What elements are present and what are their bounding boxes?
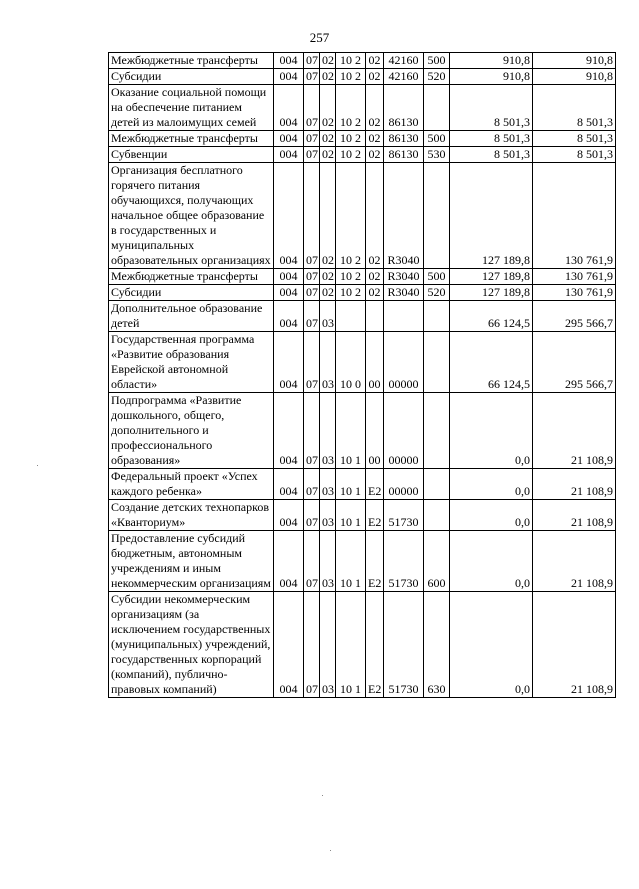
cell-ved: 004 <box>274 531 304 592</box>
cell-code: 51730 <box>384 592 424 698</box>
table-row <box>109 332 616 393</box>
cell-expense-type: 520 <box>424 69 450 85</box>
cell-sum-2: 21 108,9 <box>533 531 616 592</box>
cell-sum-1: 0,0 <box>450 469 533 500</box>
cell-program: 10 2 <box>336 147 366 163</box>
cell-pr: 03 <box>320 469 336 500</box>
cell-rz: 07 <box>304 592 320 698</box>
cell-sum-2: 8 501,3 <box>533 131 616 147</box>
cell-sum-2: 21 108,9 <box>533 393 616 469</box>
cell-sum-2: 130 761,9 <box>533 163 616 269</box>
cell-subprogram: 02 <box>366 85 384 131</box>
cell-sum-1: 0,0 <box>450 500 533 531</box>
cell-name: Организация бесплатного горячего питания обучающихся, получающих начальное общее образование в государственных и муниципальных образовательных организациях <box>109 163 274 269</box>
cell-code: 51730 <box>384 500 424 531</box>
cell-program: 10 1 <box>336 592 366 698</box>
cell-subprogram: E2 <box>366 469 384 500</box>
cell-program: 10 2 <box>336 285 366 301</box>
cell-name: Предоставление субсидий бюджетным, автономным учреждениям и иным некоммерческим организациям <box>109 531 274 592</box>
cell-pr: 02 <box>320 285 336 301</box>
cell-expense-type <box>424 85 450 131</box>
cell-code: 00000 <box>384 393 424 469</box>
table-row <box>109 500 616 531</box>
table-row <box>109 53 616 69</box>
cell-name: Дополнительное образование детей <box>109 301 274 332</box>
cell-name: Создание детских технопарков «Кванториум» <box>109 500 274 531</box>
cell-ved: 004 <box>274 147 304 163</box>
cell-name: Субсидии некоммерческим организациям (за исключением государственных (муниципальных) учреждений, государственных корпораций (компаний), публично-правовых компаний) <box>109 592 274 698</box>
cell-sum-1: 0,0 <box>450 531 533 592</box>
cell-expense-type <box>424 301 450 332</box>
cell-rz: 07 <box>304 332 320 393</box>
cell-subprogram: 00 <box>366 332 384 393</box>
cell-code: 86130 <box>384 147 424 163</box>
table-row <box>109 285 616 301</box>
table-row <box>109 131 616 147</box>
table-row <box>109 147 616 163</box>
table-row <box>109 163 616 269</box>
cell-code: R3040 <box>384 269 424 285</box>
scan-speck <box>330 850 331 851</box>
cell-program: 10 1 <box>336 500 366 531</box>
cell-name: Оказание социальной помощи на обеспечение питанием детей из малоимущих семей <box>109 85 274 131</box>
cell-program: 10 1 <box>336 531 366 592</box>
cell-sum-1: 910,8 <box>450 53 533 69</box>
cell-subprogram: 02 <box>366 147 384 163</box>
cell-ved: 004 <box>274 131 304 147</box>
cell-sum-1: 127 189,8 <box>450 163 533 269</box>
cell-sum-2: 295 566,7 <box>533 301 616 332</box>
cell-sum-2: 910,8 <box>533 69 616 85</box>
cell-sum-2: 21 108,9 <box>533 592 616 698</box>
cell-sum-2: 21 108,9 <box>533 500 616 531</box>
table-row <box>109 69 616 85</box>
cell-name: Субсидии <box>109 285 274 301</box>
scan-speck <box>322 795 323 796</box>
cell-subprogram <box>366 301 384 332</box>
cell-sum-1: 8 501,3 <box>450 131 533 147</box>
cell-expense-type: 520 <box>424 285 450 301</box>
cell-ved: 004 <box>274 163 304 269</box>
cell-program: 10 1 <box>336 469 366 500</box>
cell-program: 10 2 <box>336 69 366 85</box>
table-body <box>109 53 616 698</box>
page-number: 257 <box>309 30 330 45</box>
cell-pr: 03 <box>320 393 336 469</box>
cell-program: 10 1 <box>336 393 366 469</box>
cell-pr: 03 <box>320 500 336 531</box>
cell-ved: 004 <box>274 332 304 393</box>
cell-code <box>384 301 424 332</box>
table-row <box>109 85 616 131</box>
cell-name: Субсидии <box>109 69 274 85</box>
cell-program <box>336 301 366 332</box>
cell-ved: 004 <box>274 53 304 69</box>
cell-code: 42160 <box>384 69 424 85</box>
cell-pr: 02 <box>320 69 336 85</box>
cell-name: Подпрограмма «Развитие дошкольного, общего, дополнительного и профессионального образования» <box>109 393 274 469</box>
cell-code: 51730 <box>384 531 424 592</box>
cell-sum-1: 910,8 <box>450 69 533 85</box>
cell-pr: 02 <box>320 163 336 269</box>
cell-subprogram: 02 <box>366 69 384 85</box>
cell-code: 86130 <box>384 85 424 131</box>
cell-expense-type: 500 <box>424 131 450 147</box>
cell-expense-type: 530 <box>424 147 450 163</box>
cell-subprogram: 02 <box>366 285 384 301</box>
table-row <box>109 269 616 285</box>
cell-expense-type <box>424 163 450 269</box>
budget-table <box>108 52 616 698</box>
cell-ved: 004 <box>274 469 304 500</box>
table-row <box>109 469 616 500</box>
cell-subprogram: E2 <box>366 500 384 531</box>
cell-ved: 004 <box>274 301 304 332</box>
cell-pr: 03 <box>320 332 336 393</box>
cell-program: 10 2 <box>336 53 366 69</box>
cell-expense-type <box>424 393 450 469</box>
cell-pr: 03 <box>320 531 336 592</box>
cell-expense-type: 600 <box>424 531 450 592</box>
cell-pr: 03 <box>320 301 336 332</box>
cell-code: R3040 <box>384 163 424 269</box>
cell-program: 10 2 <box>336 269 366 285</box>
cell-sum-2: 295 566,7 <box>533 332 616 393</box>
cell-sum-2: 130 761,9 <box>533 269 616 285</box>
cell-rz: 07 <box>304 500 320 531</box>
cell-code: R3040 <box>384 285 424 301</box>
cell-pr: 02 <box>320 85 336 131</box>
cell-subprogram: E2 <box>366 592 384 698</box>
cell-program: 10 2 <box>336 131 366 147</box>
cell-expense-type <box>424 469 450 500</box>
cell-expense-type: 630 <box>424 592 450 698</box>
cell-ved: 004 <box>274 69 304 85</box>
cell-code: 86130 <box>384 131 424 147</box>
cell-name: Субвенции <box>109 147 274 163</box>
cell-rz: 07 <box>304 53 320 69</box>
cell-sum-1: 66 124,5 <box>450 301 533 332</box>
cell-name: Межбюджетные трансферты <box>109 53 274 69</box>
cell-name: Межбюджетные трансферты <box>109 269 274 285</box>
cell-rz: 07 <box>304 531 320 592</box>
cell-sum-1: 8 501,3 <box>450 85 533 131</box>
cell-subprogram: 02 <box>366 53 384 69</box>
cell-expense-type <box>424 332 450 393</box>
cell-expense-type: 500 <box>424 53 450 69</box>
cell-name: Федеральный проект «Успех каждого ребенка» <box>109 469 274 500</box>
cell-sum-2: 8 501,3 <box>533 85 616 131</box>
cell-rz: 07 <box>304 285 320 301</box>
cell-sum-2: 8 501,3 <box>533 147 616 163</box>
cell-rz: 07 <box>304 131 320 147</box>
cell-pr: 03 <box>320 592 336 698</box>
cell-subprogram: E2 <box>366 531 384 592</box>
cell-pr: 02 <box>320 131 336 147</box>
table-row <box>109 301 616 332</box>
cell-pr: 02 <box>320 269 336 285</box>
table-row <box>109 592 616 698</box>
cell-ved: 004 <box>274 285 304 301</box>
cell-program: 10 0 <box>336 332 366 393</box>
cell-program: 10 2 <box>336 163 366 269</box>
cell-sum-1: 66 124,5 <box>450 332 533 393</box>
cell-pr: 02 <box>320 147 336 163</box>
cell-expense-type: 500 <box>424 269 450 285</box>
table-row <box>109 531 616 592</box>
cell-rz: 07 <box>304 393 320 469</box>
cell-sum-2: 21 108,9 <box>533 469 616 500</box>
cell-sum-1: 0,0 <box>450 592 533 698</box>
cell-subprogram: 00 <box>366 393 384 469</box>
cell-sum-1: 127 189,8 <box>450 269 533 285</box>
cell-ved: 004 <box>274 85 304 131</box>
cell-name: Межбюджетные трансферты <box>109 131 274 147</box>
scan-speck <box>37 465 38 466</box>
cell-code: 42160 <box>384 53 424 69</box>
cell-program: 10 2 <box>336 85 366 131</box>
cell-pr: 02 <box>320 53 336 69</box>
cell-sum-1: 0,0 <box>450 393 533 469</box>
cell-ved: 004 <box>274 269 304 285</box>
cell-subprogram: 02 <box>366 131 384 147</box>
cell-rz: 07 <box>304 163 320 269</box>
cell-rz: 07 <box>304 269 320 285</box>
cell-rz: 07 <box>304 85 320 131</box>
cell-expense-type <box>424 500 450 531</box>
cell-rz: 07 <box>304 301 320 332</box>
cell-sum-2: 910,8 <box>533 53 616 69</box>
cell-subprogram: 02 <box>366 163 384 269</box>
cell-rz: 07 <box>304 469 320 500</box>
cell-rz: 07 <box>304 69 320 85</box>
cell-code: 00000 <box>384 332 424 393</box>
cell-sum-1: 127 189,8 <box>450 285 533 301</box>
cell-rz: 07 <box>304 147 320 163</box>
cell-name: Государственная программа «Развитие образования Еврейской автономной области» <box>109 332 274 393</box>
cell-subprogram: 02 <box>366 269 384 285</box>
cell-ved: 004 <box>274 393 304 469</box>
cell-ved: 004 <box>274 592 304 698</box>
cell-sum-2: 130 761,9 <box>533 285 616 301</box>
cell-ved: 004 <box>274 500 304 531</box>
cell-code: 00000 <box>384 469 424 500</box>
table-row <box>109 393 616 469</box>
cell-sum-1: 8 501,3 <box>450 147 533 163</box>
